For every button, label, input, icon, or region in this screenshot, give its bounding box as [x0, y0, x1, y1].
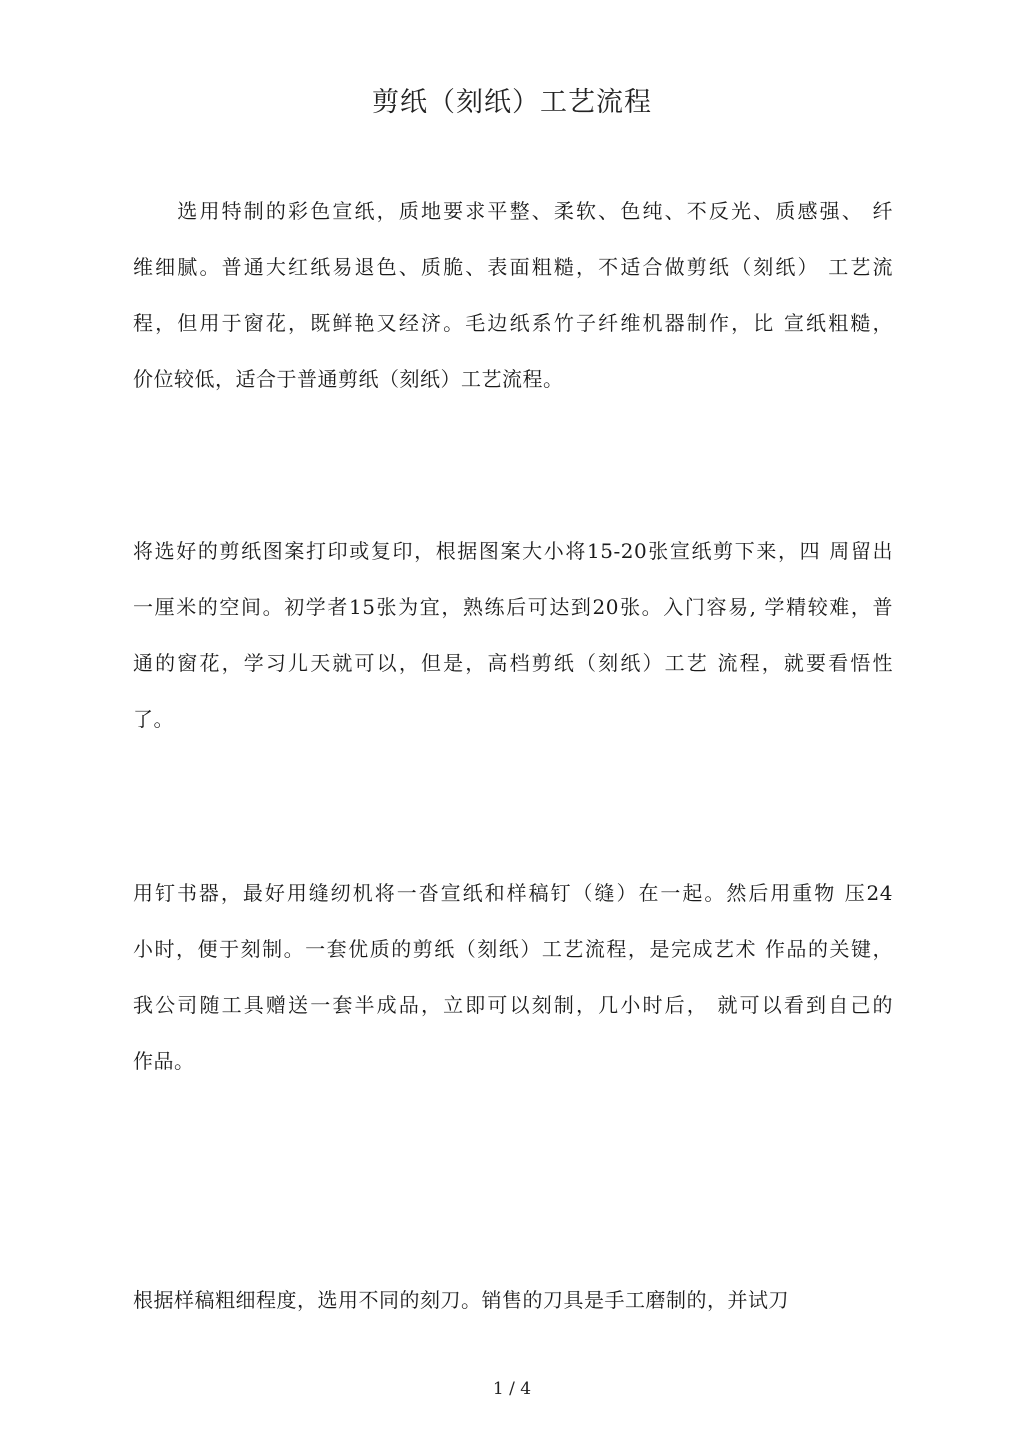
paragraph-knife-selection — [133, 1272, 893, 1328]
paragraph-line: 选用特制的彩色宣纸，质地要求平整、柔软、色纯、不反光、质感强、 纤 — [133, 199, 893, 223]
paragraph-binding — [133, 865, 893, 1089]
paragraph-paper-selection — [133, 183, 893, 407]
paragraph-line: 程，但用于窗花，既鲜艳又经济。毛边纸系竹子纤维机器制作，比 宣纸粗糙， — [133, 311, 893, 335]
paragraph-pattern-prep — [133, 523, 893, 747]
paragraph-line: 根据样稿粗细程度，选用不同的刻刀。销售的刀具是手工磨制的，并试刀 — [133, 1288, 789, 1312]
paragraph-line: 将选好的剪纸图案打印或复印，根据图案大小将15-20张宣纸剪下来，四 周留出 — [133, 539, 893, 563]
paragraph-line: 作品。 — [133, 1049, 195, 1073]
paragraph-line: 维细腻。普通大红纸易退色、质脆、表面粗糙，不适合做剪纸（刻纸） 工艺流 — [133, 255, 893, 279]
paragraph-line: 价位较低，适合于普通剪纸（刻纸）工艺流程。 — [133, 367, 564, 391]
paragraph-line: 我公司随工具赠送一套半成品，立即可以刻制，几小时后， 就可以看到自己的 — [133, 993, 893, 1017]
paragraph-line: 小时，便于刻制。一套优质的剪纸（刻纸）工艺流程，是完成艺术 作品的关键， — [133, 937, 893, 961]
paragraph-line: 通的窗花，学习儿天就可以，但是，高档剪纸（刻纸）工艺 流程，就要看悟性 — [133, 651, 893, 675]
paragraph-line: 用钉书器，最好用缝纫机将一沓宣纸和样稿钉（缝）在一起。然后用重物 压24 — [133, 881, 893, 905]
paragraph-line: 一厘米的空间。初学者15张为宜，熟练后可达到20张。入门容易, 学精较难，普 — [133, 595, 893, 619]
paragraph-line: 了。 — [133, 707, 174, 731]
document-title: 剪纸（刻纸）工艺流程 — [372, 87, 652, 118]
page-number: 1 / 4 — [492, 1379, 532, 1399]
